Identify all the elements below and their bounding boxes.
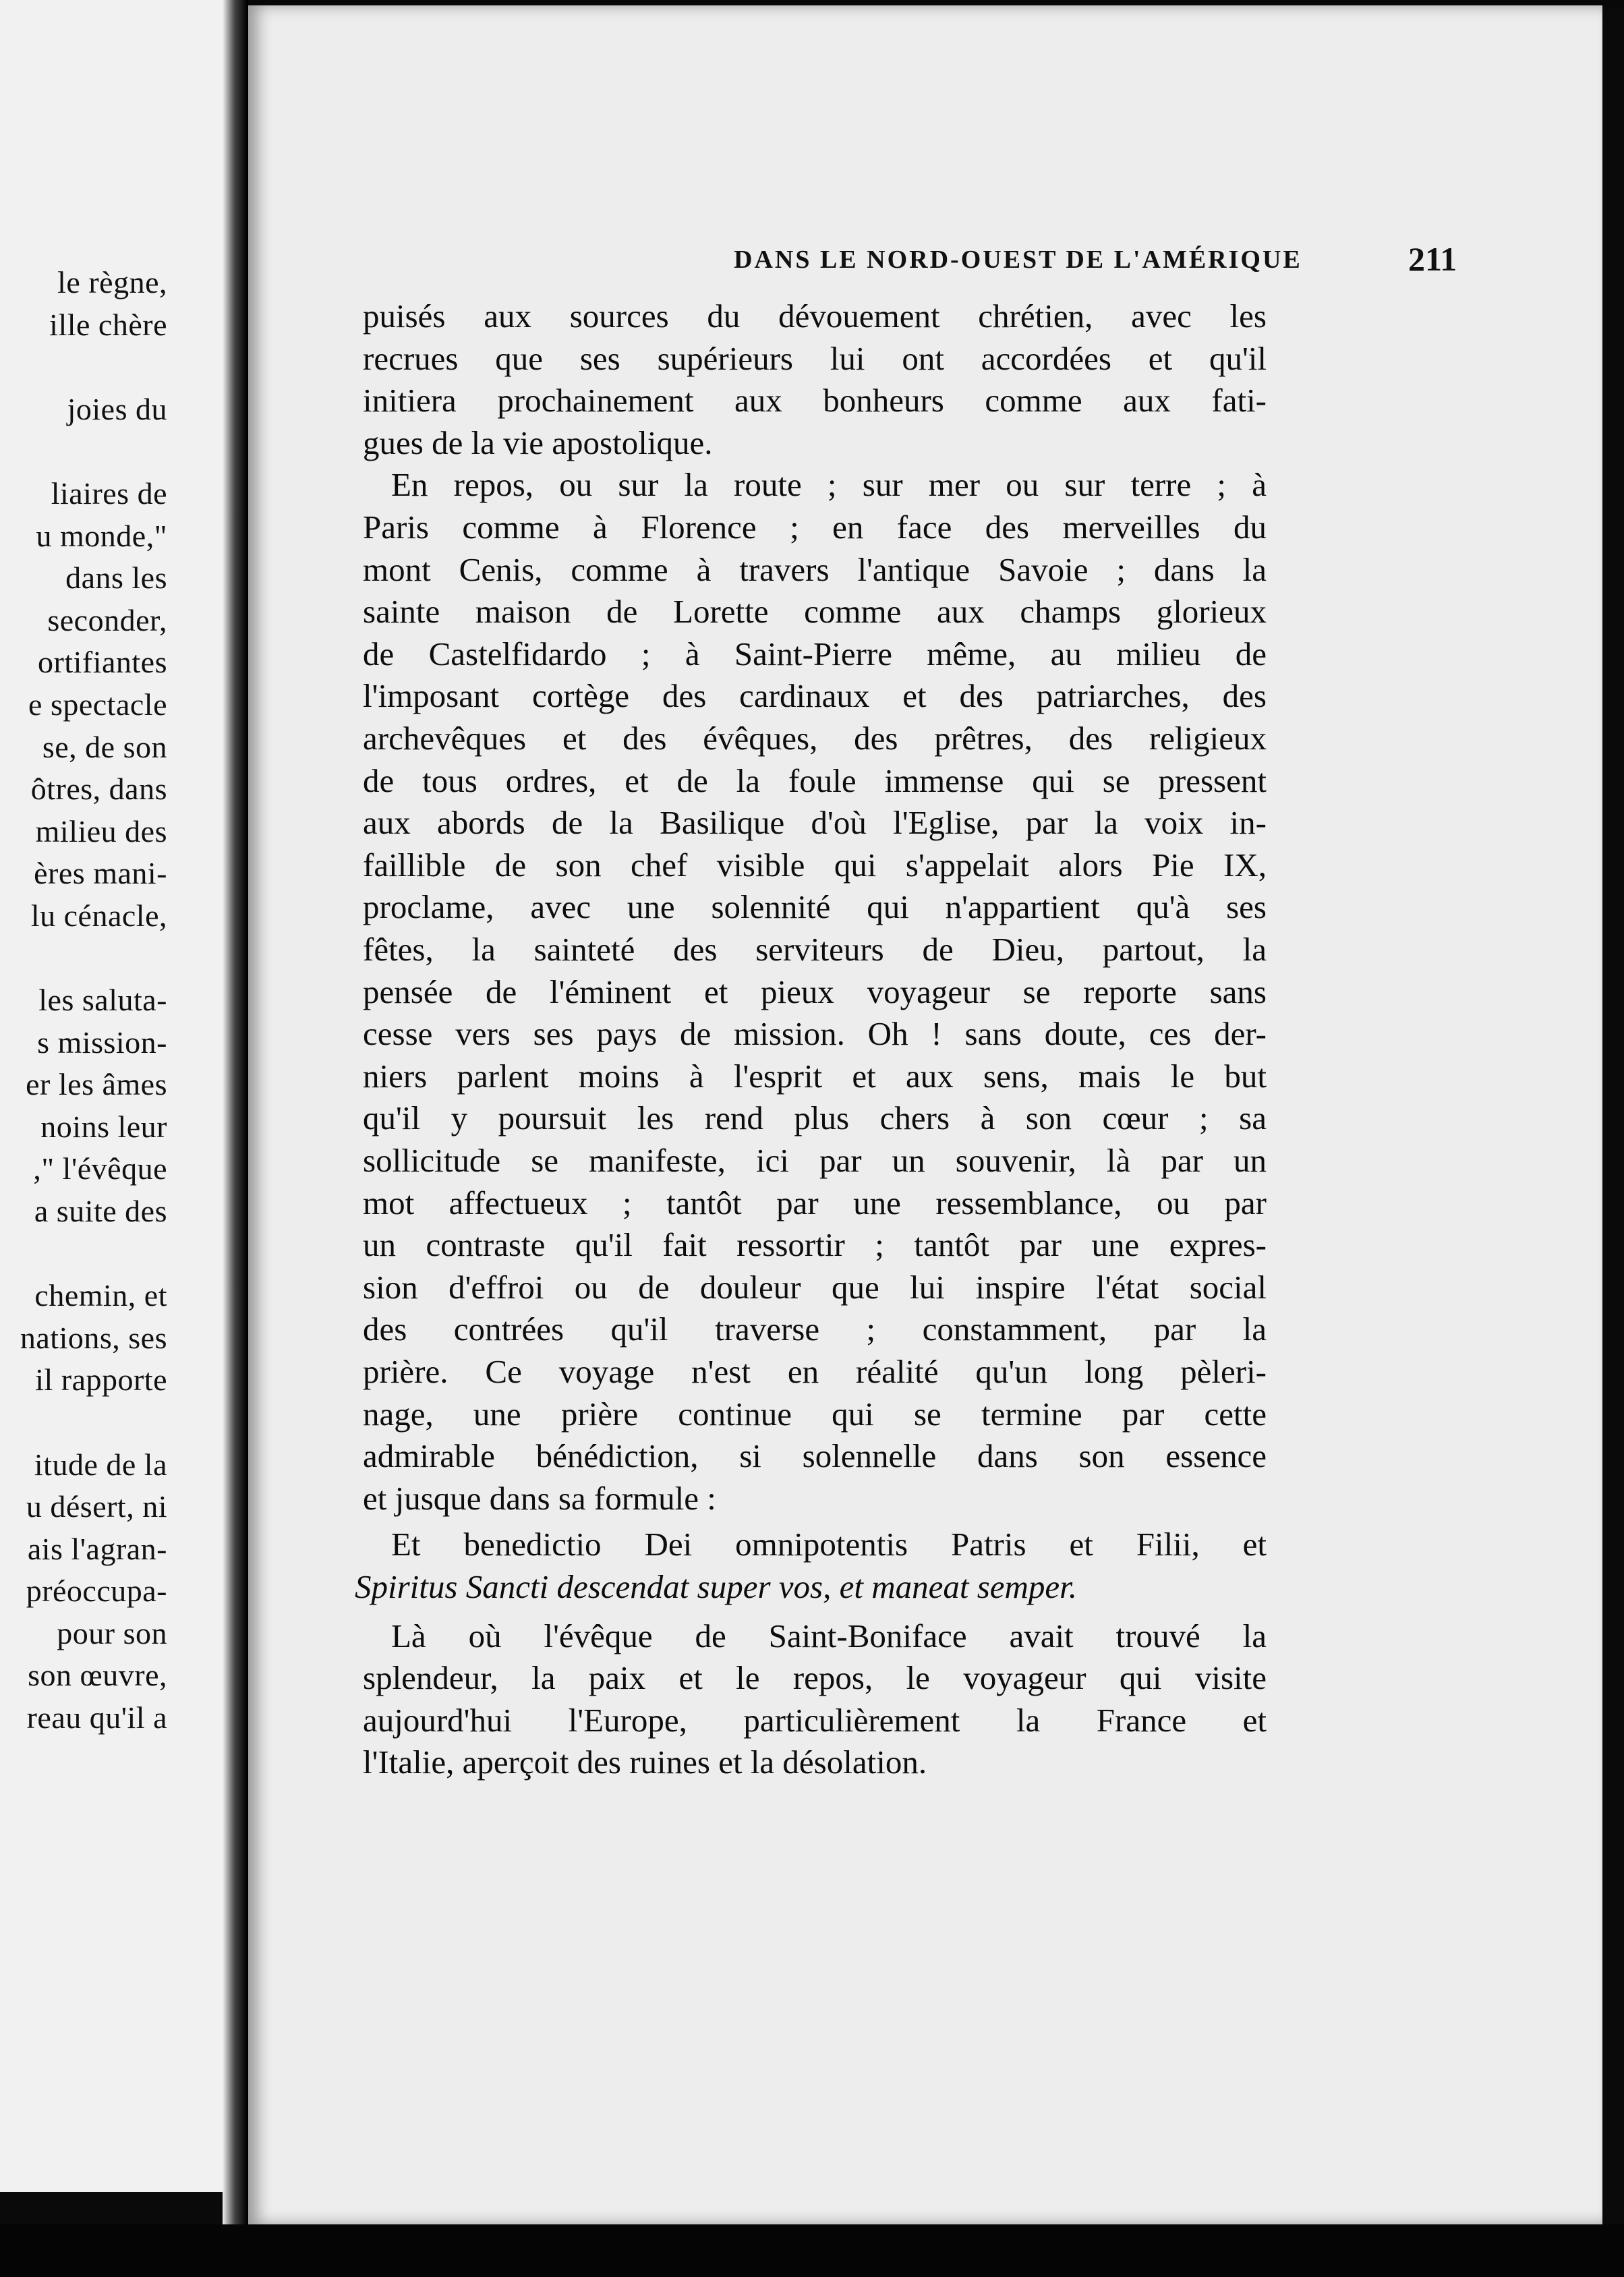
text-line: fêtes, la sainteté des serviteurs de Dieu, partout, la (363, 931, 1267, 968)
text-line: Paris comme à Florence ; en face des merveilles du (363, 509, 1267, 546)
text-line: aux abords de la Basilique d'où l'Eglise, par la voix in- (363, 804, 1267, 842)
scan-bottom-border (0, 2224, 1624, 2277)
text-line: l'Italie, aperçoit des ruines et la désolation. (363, 1743, 927, 1781)
previous-page-line: a suite des (34, 1194, 167, 1228)
text-line: initiera prochainement aux bonheurs comme aux fati- (363, 382, 1267, 420)
text-line: qu'il y poursuit les rend plus chers à son cœur ; sa (363, 1099, 1267, 1137)
previous-page-line: chemin, et (34, 1278, 167, 1313)
previous-page-line: noins leur (40, 1109, 167, 1144)
text-line: En repos, ou sur la route ; sur mer ou sur terre ; à (391, 466, 1267, 504)
text-line: aujourd'hui l'Europe, particulièrement la France et (363, 1701, 1267, 1739)
text-line: pensée de l'éminent et pieux voyageur se reporte sans (363, 973, 1267, 1010)
text-line: prière. Ce voyage n'est en réalité qu'un long pèleri- (363, 1353, 1267, 1390)
previous-page-line: dans les (65, 560, 167, 595)
previous-page-line: ," l'évêque (33, 1151, 167, 1186)
text-line: splendeur, la paix et le repos, le voyageur qui visite (363, 1659, 1267, 1697)
previous-page-line: joies du (67, 392, 167, 426)
previous-page-line: ille chère (49, 308, 167, 342)
text-line: sion d'effroi ou de douleur que lui inspire l'état social (363, 1268, 1267, 1306)
text-line: Et benedictio Dei omnipotentis Patris et Filii, et (391, 1526, 1267, 1563)
text-line: l'imposant cortège des cardinaux et des patriarches, des (363, 677, 1267, 715)
previous-page-line: le règne, (57, 265, 167, 299)
previous-page-line: er les âmes (26, 1067, 167, 1101)
previous-page-line: nations, ses (20, 1321, 167, 1355)
text-line: sainte maison de Lorette comme aux champs glorieux (363, 593, 1267, 631)
previous-page-line: u désert, ni (26, 1489, 167, 1524)
previous-page-line: pour son (57, 1616, 167, 1650)
text-line: archevêques et des évêques, des prêtres, des religieux (363, 720, 1267, 757)
previous-page-line: u monde," (36, 519, 167, 553)
previous-page-line: ais l'agran- (27, 1532, 167, 1566)
previous-page-line: seconder, (47, 603, 167, 637)
previous-page-line: ères mani- (34, 856, 167, 890)
text-line: admirable bénédiction, si solennelle dans son essence (363, 1437, 1267, 1475)
previous-page-line: son œuvre, (28, 1658, 167, 1692)
text-line: de tous ordres, et de la foule immense qui se pressent (363, 761, 1267, 799)
previous-page-line: préoccupa- (26, 1574, 167, 1608)
page-211 (248, 5, 1602, 2224)
text-line: sollicitude se manifeste, ici par un souvenir, là par un (363, 1142, 1267, 1179)
page-number: 211 (1408, 240, 1457, 278)
previous-page-line: se, de son (42, 730, 167, 764)
text-line: proclame, avec une solennité qui n'appartient qu'à ses (363, 888, 1267, 926)
text-line: gues de la vie apostolique. (363, 424, 713, 461)
text-line: de Castelfidardo ; à Saint-Pierre même, au milieu de (363, 635, 1267, 672)
text-line: un contraste qu'il fait ressortir ; tantôt par une expres- (363, 1226, 1267, 1264)
text-line: nage, une prière continue qui se termine par cette (363, 1395, 1267, 1433)
previous-page-line: itude de la (34, 1447, 167, 1482)
text-line: mot affectueux ; tantôt par une ressemblance, ou par (363, 1184, 1267, 1221)
running-title: DANS LE NORD-OUEST DE L'AMÉRIQUE (734, 246, 1302, 274)
previous-page-line: s mission- (37, 1025, 167, 1060)
previous-page-line: ortifiantes (38, 645, 167, 679)
text-line: cesse vers ses pays de mission. Oh ! sans doute, ces der- (363, 1015, 1267, 1053)
text-line: puisés aux sources du dévouement chrétien, avec les (363, 297, 1267, 335)
previous-page-line: lu cénacle, (30, 898, 167, 933)
previous-page-fragment (0, 0, 229, 2192)
text-line: mont Cenis, comme à travers l'antique Savoie ; dans la (363, 550, 1267, 588)
text-line: et jusque dans sa formule : (363, 1479, 716, 1517)
previous-page-line: ôtres, dans (30, 772, 167, 806)
previous-page-line: les saluta- (38, 983, 167, 1017)
text-line: faillible de son chef visible qui s'appelait alors Pie IX, (363, 846, 1267, 884)
text-line: niers parlent moins à l'esprit et aux sens, mais le but (363, 1057, 1267, 1095)
running-head (734, 240, 1469, 285)
previous-page-line: reau qu'il a (26, 1700, 167, 1735)
previous-page-line: e spectacle (28, 687, 167, 722)
text-line: recrues que ses supérieurs lui ont accordées et qu'il (363, 339, 1267, 377)
text-line: Spiritus Sancti descendat super vos, et maneat semper. (355, 1568, 1078, 1605)
previous-page-line: milieu des (35, 814, 167, 848)
text-line: des contrées qu'il traverse ; constamment, par la (363, 1310, 1267, 1348)
previous-page-line: liaires de (51, 476, 167, 511)
text-line: Là où l'évêque de Saint-Boniface avait trouvé la (391, 1617, 1267, 1654)
previous-page-line: il rapporte (35, 1362, 167, 1397)
